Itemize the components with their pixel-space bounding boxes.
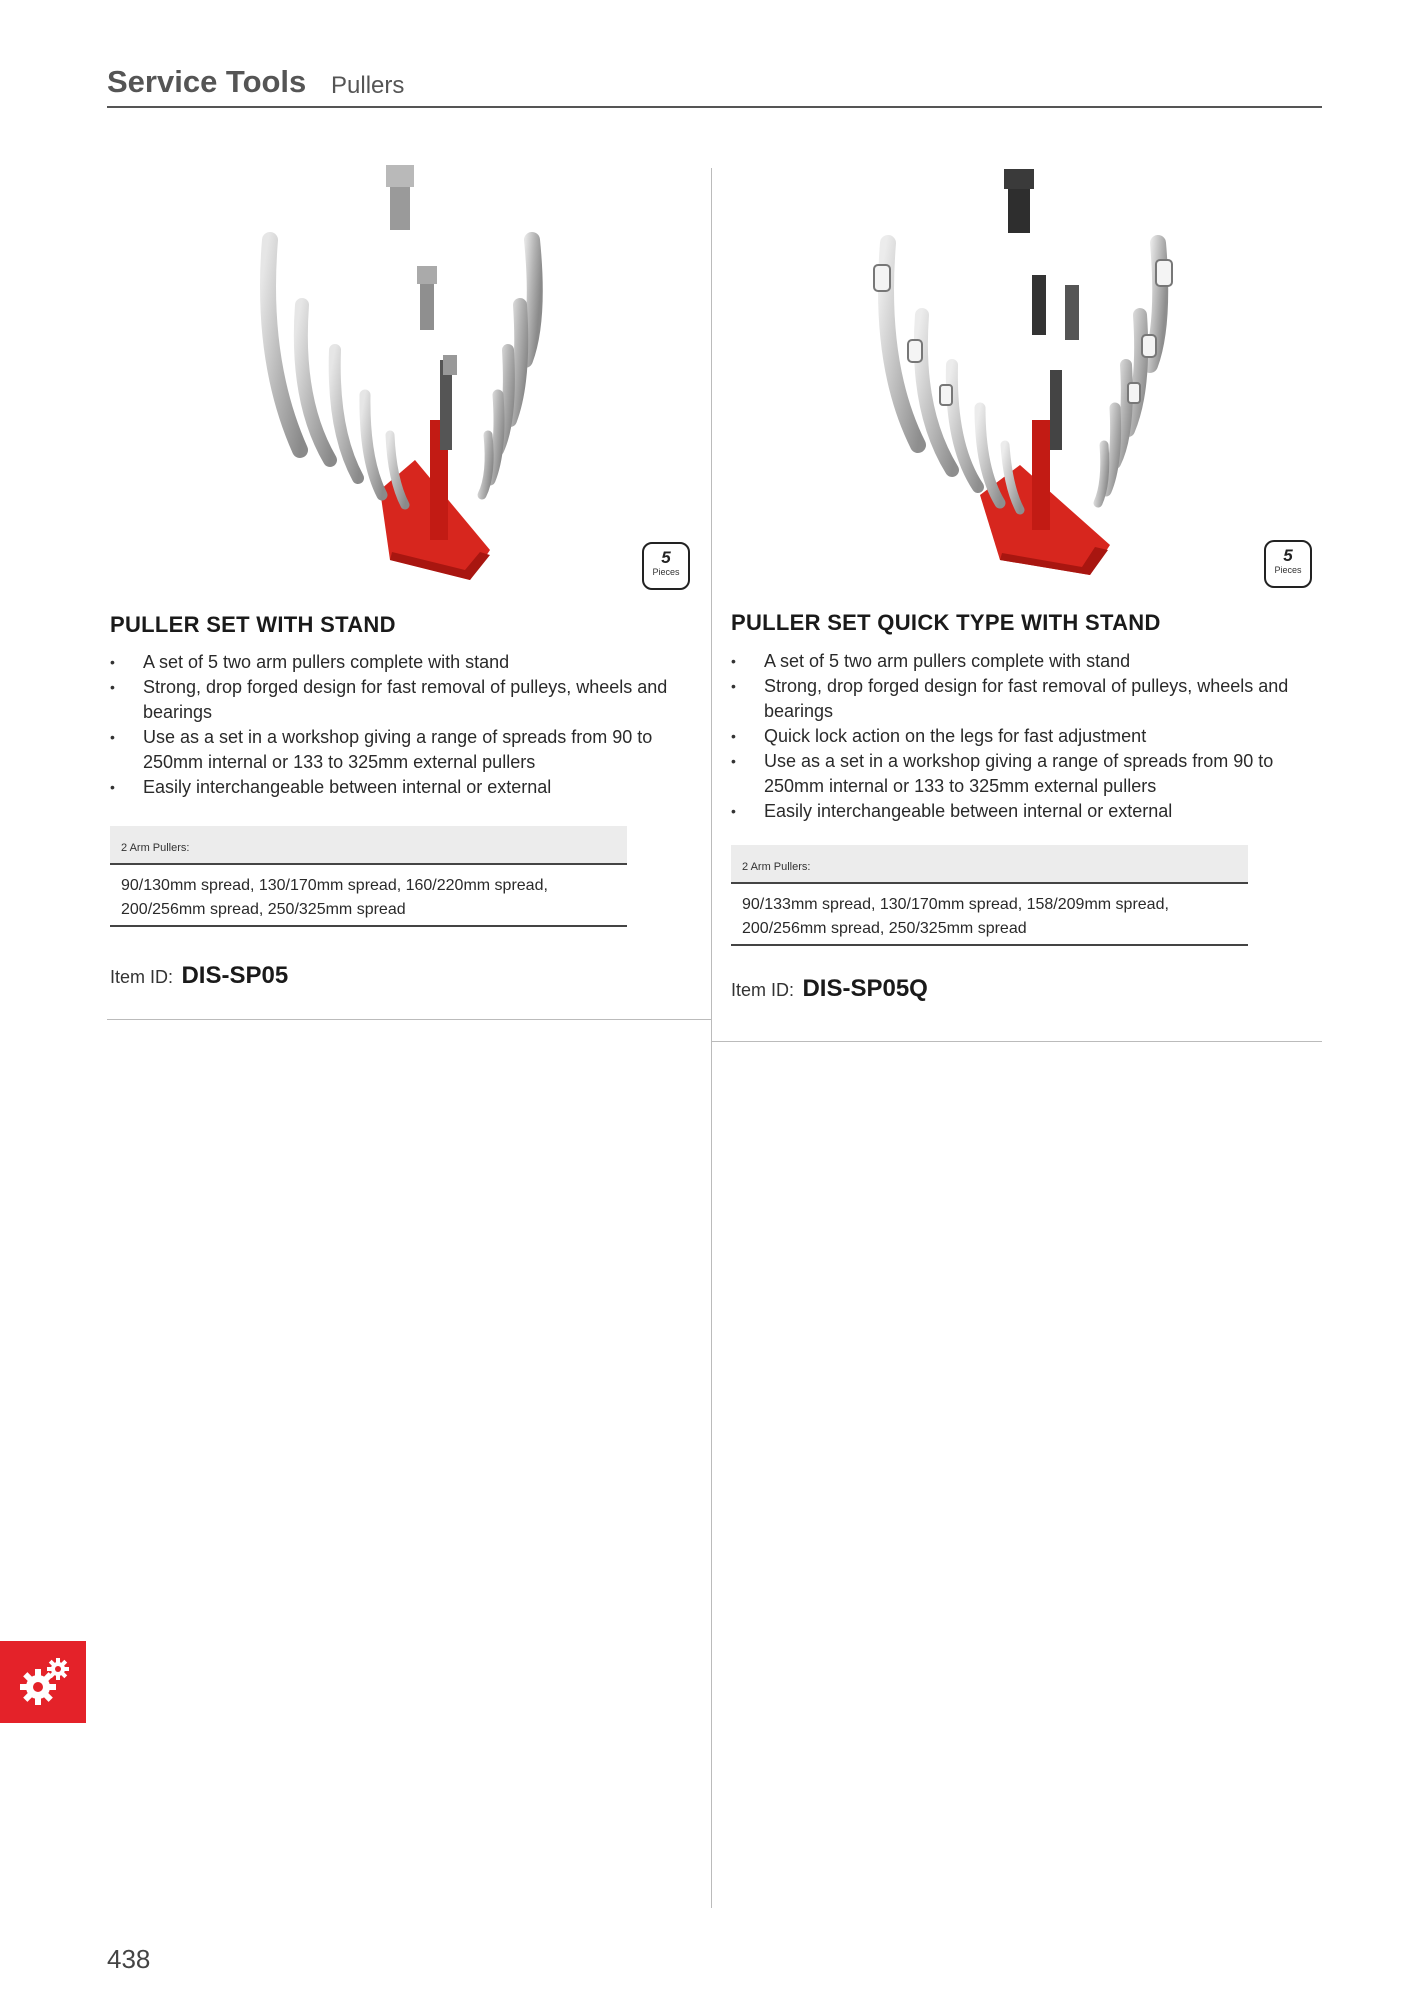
feature-item: • Quick lock action on the legs for fast adjustment <box>731 724 1321 749</box>
spec-line: 200/256mm spread, 250/325mm spread <box>742 920 1027 937</box>
pieces-badge <box>1264 540 1312 588</box>
pieces-count: 5 <box>1283 546 1293 565</box>
spec-table <box>110 826 627 927</box>
feature-item: • Use as a set in a workshop giving a range of spreads from 90 to 250mm internal or 133 to 325mm external pullers <box>731 749 1321 799</box>
page-number: 438 <box>107 1944 151 1974</box>
item-id-label: Item ID: <box>110 967 174 987</box>
pieces-label: Pieces <box>1274 565 1302 575</box>
spec-line: 200/256mm spread, 250/325mm spread <box>121 901 406 918</box>
feature-item: • Easily interchangeable between internal or external <box>731 799 1321 824</box>
feature-item: • A set of 5 two arm pullers complete with stand <box>110 650 695 675</box>
item-id-value: DIS-SP05Q <box>802 975 928 1002</box>
pieces-badge <box>642 542 690 590</box>
pieces-count: 5 <box>661 548 671 567</box>
spec-line: 90/133mm spread, 130/170mm spread, 158/209mm spread, <box>742 896 1169 913</box>
spec-table-body <box>731 884 1248 946</box>
spec-table <box>731 845 1248 946</box>
feature-list <box>731 649 1321 824</box>
spec-table-body <box>110 865 627 927</box>
spec-table-header: 2 Arm Pullers: <box>731 845 1248 884</box>
section-title: Service Tools <box>107 64 307 99</box>
feature-item: • Easily interchangeable between internal or external <box>110 775 695 800</box>
product-title: PULLER SET QUICK TYPE WITH STAND <box>731 610 1161 635</box>
feature-item: • Strong, drop forged design for fast removal of pulleys, wheels and bearings <box>110 675 695 725</box>
spec-line: 90/130mm spread, 130/170mm spread, 160/220mm spread, <box>121 877 548 894</box>
feature-list <box>110 650 695 800</box>
feature-item: • A set of 5 two arm pullers complete with stand <box>731 649 1321 674</box>
puller-set-image <box>240 160 560 580</box>
item-id <box>110 962 288 990</box>
pieces-label: Pieces <box>652 567 680 577</box>
feature-item: • Use as a set in a workshop giving a range of spreads from 90 to 250mm internal or 133 to 325mm external pullers <box>110 725 695 775</box>
puller-set-quick-image <box>860 165 1180 575</box>
spec-table-header: 2 Arm Pullers: <box>110 826 627 865</box>
page-header <box>107 62 1322 108</box>
item-id-value: DIS-SP05 <box>181 962 289 989</box>
product-separator <box>107 1019 711 1020</box>
gears-icon <box>0 1641 86 1723</box>
column-divider <box>711 168 712 1908</box>
feature-item: • Strong, drop forged design for fast removal of pulleys, wheels and bearings <box>731 674 1321 724</box>
product-title: PULLER SET WITH STAND <box>110 612 396 637</box>
section-side-tab[interactable] <box>0 1641 86 1723</box>
item-id <box>731 975 928 1003</box>
product-separator <box>711 1041 1322 1042</box>
item-id-label: Item ID: <box>731 980 795 1000</box>
section-subtitle: Pullers <box>331 72 405 99</box>
